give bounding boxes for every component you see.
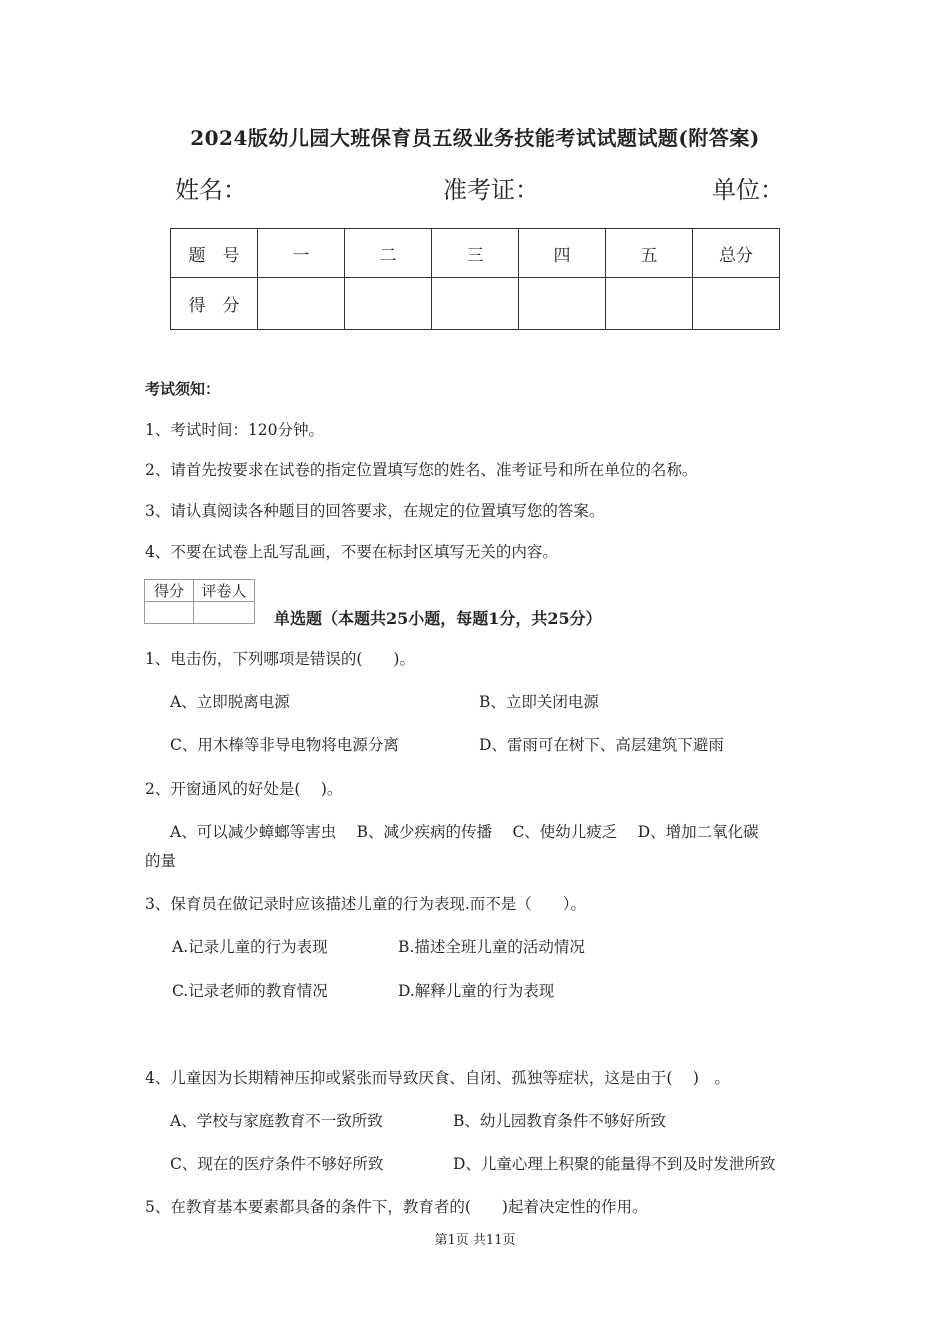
option-d: D.解释儿童的行为表现 — [398, 982, 555, 1000]
note-item: 1、考试时间：120分钟。 — [145, 421, 324, 439]
option-b: B.描述全班儿童的活动情况 — [398, 938, 585, 956]
note-item: 3、请认真阅读各种题目的回答要求，在规定的位置填写您的答案。 — [145, 502, 605, 520]
options-wrap: 的量 — [145, 852, 177, 870]
score-header-cell: 四 — [519, 229, 606, 278]
score-row-label: 得 分 — [171, 278, 258, 330]
score-cell[interactable] — [606, 278, 693, 330]
score-header-cell: 总分 — [693, 229, 780, 278]
option-b: B、幼儿园教育条件不够好所致 — [453, 1112, 666, 1130]
score-cell[interactable] — [432, 278, 519, 330]
score-cell[interactable] — [693, 278, 780, 330]
question-stem: 5、在教育基本要素都具备的条件下，教育者的( )起着决定性的作用。 — [145, 1198, 648, 1216]
option-c: C、现在的医疗条件不够好所致 — [170, 1155, 384, 1173]
options-line: A、可以减少蟑螂等害虫 B、减少疾病的传播 C、使幼儿疲乏 D、增加二氧化碳 — [170, 823, 759, 841]
exam-id-label: 准考证： — [443, 176, 539, 204]
option-a: A.记录儿童的行为表现 — [172, 938, 328, 956]
grader-reviewer-cell[interactable] — [194, 602, 255, 624]
question-stem: 4、儿童因为长期精神压抑或紧张而导致厌食、自闭、孤独等症状，这是由于( ) 。 — [145, 1069, 730, 1087]
exam-title: 2024版幼儿园大班保育员五级业务技能考试试题试题(附答案) — [190, 126, 760, 150]
option-a: A、学校与家庭教育不一致所致 — [170, 1112, 383, 1130]
grader-box — [144, 579, 255, 624]
score-header-cell: 二 — [345, 229, 432, 278]
note-item: 4、不要在试卷上乱写乱画，不要在标封区填写无关的内容。 — [145, 543, 558, 561]
score-cell[interactable] — [519, 278, 606, 330]
notes-title: 考试须知： — [145, 380, 221, 398]
page-footer: 第1页 共11页 — [434, 1233, 516, 1248]
section-title: 单选题（本题共25小题，每题1分，共25分） — [274, 609, 602, 628]
option-c: C.记录老师的教育情况 — [172, 982, 328, 1000]
unit-label: 单位： — [712, 176, 784, 204]
option-b: B、立即关闭电源 — [479, 693, 599, 711]
grader-score-cell[interactable] — [145, 602, 194, 624]
option-d: D、儿童心理上积聚的能量得不到及时发泄所致 — [453, 1155, 776, 1173]
name-label: 姓名： — [175, 176, 247, 204]
score-header-cell: 五 — [606, 229, 693, 278]
score-table-header-row — [171, 229, 780, 278]
score-header-cell: 一 — [258, 229, 345, 278]
score-header-cell: 题 号 — [171, 229, 258, 278]
grader-score-label: 得分 — [145, 580, 194, 602]
score-table-score-row — [171, 278, 780, 330]
question-stem: 1、电击伤，下列哪项是错误的( )。 — [145, 650, 415, 668]
note-item: 2、请首先按要求在试卷的指定位置填写您的姓名、准考证号和所在单位的名称。 — [145, 461, 698, 479]
score-header-cell: 三 — [432, 229, 519, 278]
grader-reviewer-label: 评卷人 — [194, 580, 255, 602]
option-a: A、立即脱离电源 — [170, 693, 290, 711]
question-stem: 2、开窗通风的好处是( )。 — [145, 780, 343, 798]
score-table — [170, 228, 780, 330]
question-stem: 3、保育员在做记录时应该描述儿童的行为表现.而不是（ ）。 — [145, 895, 587, 913]
option-d: D、雷雨可在树下、高层建筑下避雨 — [479, 736, 724, 754]
score-cell[interactable] — [258, 278, 345, 330]
score-cell[interactable] — [345, 278, 432, 330]
option-c: C、用木棒等非导电物将电源分离 — [170, 736, 399, 754]
